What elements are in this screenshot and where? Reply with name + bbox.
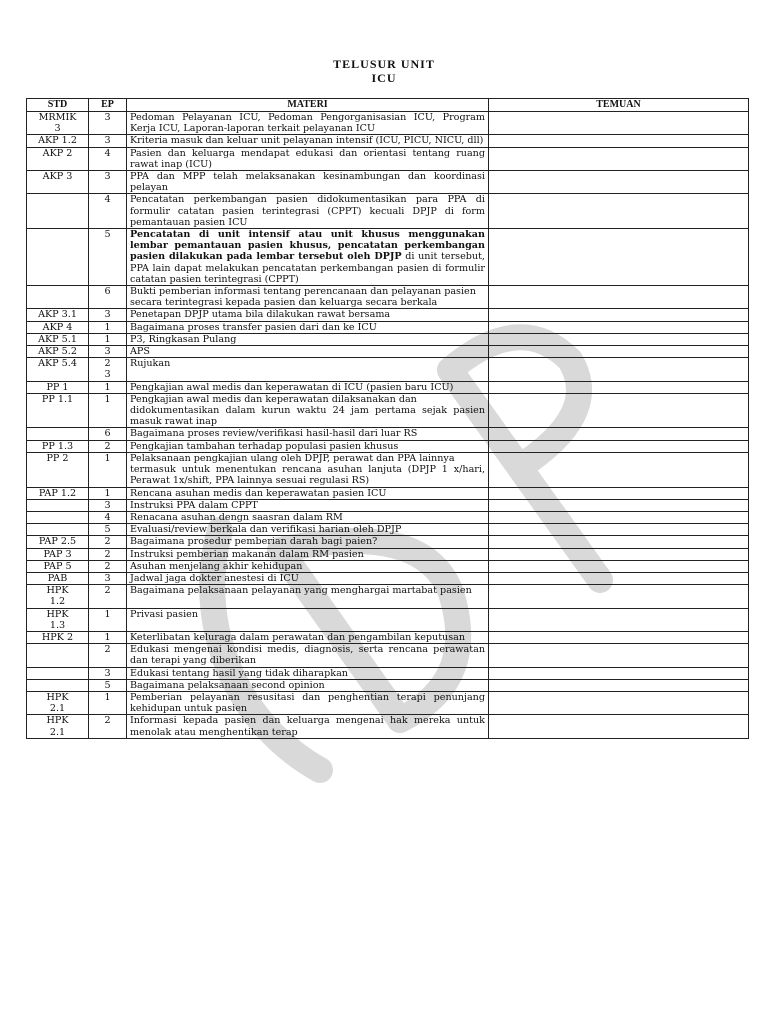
cell-materi: Edukasi mengenai kondisi medis, diagnosis, serta rencana perawatan dan terapi yang diberikan: [127, 644, 489, 667]
cell-materi: Penetapan DPJP utama bila dilakukan rawat bersama: [127, 309, 489, 321]
cell-materi: Privasi pasien: [127, 608, 489, 631]
cell-materi: Pemberian pelayanan resusitasi dan penghentian terapi penunjang kehidupan untuk pasien: [127, 691, 489, 714]
cell-ep: 2: [89, 585, 127, 608]
cell-materi: Keterlibatan keluraga dalam perawatan dan pengambilan keputusan: [127, 631, 489, 643]
table-row: [27, 135, 749, 147]
table-row: [27, 229, 749, 286]
cell-std: PP 1: [27, 381, 89, 393]
cell-materi: PPA dan MPP telah melaksanakan kesinambungan dan koordinasi pelayan: [127, 171, 489, 194]
cell-ep: 3: [89, 346, 127, 358]
cell-materi: Asuhan menjelang akhir kehidupan: [127, 560, 489, 572]
cell-std: [27, 644, 89, 667]
cell-materi: Bagaimana pelaksanaan pelayanan yang menghargai martabat pasien: [127, 585, 489, 608]
cell-ep: 3: [89, 135, 127, 147]
cell-temuan[interactable]: [489, 536, 749, 548]
cell-std: PP 2: [27, 452, 89, 487]
table-row: [27, 667, 749, 679]
cell-std: [27, 194, 89, 229]
cell-std: AKP 1.2: [27, 135, 89, 147]
table-row: [27, 524, 749, 536]
cell-std: PP 1.1: [27, 393, 89, 428]
cell-materi: Jadwal jaga dokter anestesi di ICU: [127, 572, 489, 584]
cell-std: [27, 524, 89, 536]
cell-std: AKP 4: [27, 321, 89, 333]
cell-ep: 1: [89, 381, 127, 393]
table-row: [27, 309, 749, 321]
cell-temuan[interactable]: [489, 487, 749, 499]
table-row: [27, 536, 749, 548]
cell-std: [27, 499, 89, 511]
cell-temuan[interactable]: [489, 440, 749, 452]
cell-ep: 1: [89, 487, 127, 499]
cell-ep: 2: [89, 536, 127, 548]
table-row: [27, 112, 749, 135]
cell-temuan[interactable]: [489, 644, 749, 667]
cell-ep: 5: [89, 229, 127, 286]
table-row: [27, 194, 749, 229]
cell-temuan[interactable]: [489, 171, 749, 194]
cell-ep: 1: [89, 393, 127, 428]
cell-materi: Pasien dan keluarga mendapat edukasi dan orientasi tentang ruang rawat inap (ICU): [127, 147, 489, 170]
cell-temuan[interactable]: [489, 428, 749, 440]
cell-materi: Pencatatan perkembangan pasien didokumentasikan para PPA di formulir catatan pasien terintegrasi (CPPT) kecuali DPJP di form pemantauan pasien ICU: [127, 194, 489, 229]
cell-materi: Pengkajian awal medis dan keperawatan di ICU (pasien baru ICU): [127, 381, 489, 393]
table-row: [27, 428, 749, 440]
cell-ep: 4: [89, 147, 127, 170]
cell-std: AKP 5.2: [27, 346, 89, 358]
cell-temuan[interactable]: [489, 715, 749, 738]
cell-ep: 2: [89, 548, 127, 560]
cell-temuan[interactable]: [489, 333, 749, 345]
cell-temuan[interactable]: [489, 381, 749, 393]
cell-ep: 1: [89, 631, 127, 643]
cell-ep: 1: [89, 608, 127, 631]
cell-materi: Bukti pemberian informasi tentang perencanaan dan pelayanan pasien secara terintegrasi kepada pasien dan keluarga secara berkala: [127, 286, 489, 309]
table-header-row: [27, 99, 749, 112]
table-row: [27, 381, 749, 393]
table-row: [27, 631, 749, 643]
cell-materi: Bagaimana pelaksanaan second opinion: [127, 679, 489, 691]
table-row: [27, 511, 749, 523]
cell-std: HPK 2: [27, 631, 89, 643]
cell-temuan[interactable]: [489, 691, 749, 714]
cell-ep: 1: [89, 321, 127, 333]
table-row: [27, 572, 749, 584]
cell-std: [27, 679, 89, 691]
cell-std: PAP 2.5: [27, 536, 89, 548]
table-row: [27, 358, 749, 381]
cell-temuan[interactable]: [489, 560, 749, 572]
cell-materi: Renacana asuhan dengn saasran dalam RM: [127, 511, 489, 523]
table-row: [27, 487, 749, 499]
cell-materi: Pedoman Pelayanan ICU, Pedoman Pengorganisasian ICU, Program Kerja ICU, Laporan-laporan terkait pelayanan ICU: [127, 112, 489, 135]
cell-temuan[interactable]: [489, 286, 749, 309]
cell-std: PAP 5: [27, 560, 89, 572]
cell-std: PAP 3: [27, 548, 89, 560]
cell-temuan[interactable]: [489, 452, 749, 487]
cell-temuan[interactable]: [489, 147, 749, 170]
cell-ep: 6: [89, 286, 127, 309]
cell-std: AKP 5.1: [27, 333, 89, 345]
cell-std: HPK 2.1: [27, 691, 89, 714]
materi-text: di unit tersebut, PPA lain dapat melakukan pencatatan perkembangan pasien di formulir catatan pasien terintegrasi (CPPT): [130, 251, 485, 285]
table-row: [27, 644, 749, 667]
cell-std: AKP 3.1: [27, 309, 89, 321]
table-row: [27, 440, 749, 452]
table-row: [27, 321, 749, 333]
table-row: [27, 585, 749, 608]
materi-bold-text: Pencatatan di unit intensif atau unit khusus menggunakan lembar pemantauan pasien khusus, pencatatan perkembangan pasien dilakukan pada lembar tersebut oleh DPJP: [130, 229, 485, 263]
cell-materi: Edukasi tentang hasil yang tidak diharapkan: [127, 667, 489, 679]
cell-temuan[interactable]: [489, 321, 749, 333]
table-row: [27, 560, 749, 572]
cell-materi: Pengkajian awal medis dan keperawatan dilaksanakan dan didokumentasikan dalam kurun waktu 24 jam pertama sejak pasien masuk rawat inap: [127, 393, 489, 428]
cell-materi: [127, 229, 489, 286]
table-row: [27, 393, 749, 428]
cell-materi: Bagaimana proses review/verifikasi hasil-hasil dari luar RS: [127, 428, 489, 440]
cell-std: HPK 1.2: [27, 585, 89, 608]
cell-std: [27, 286, 89, 309]
cell-temuan[interactable]: [489, 679, 749, 691]
cell-temuan[interactable]: [489, 585, 749, 608]
cell-ep: 3: [89, 572, 127, 584]
cell-ep: 1: [89, 452, 127, 487]
cell-std: [27, 511, 89, 523]
cell-std: AKP 3: [27, 171, 89, 194]
cell-temuan[interactable]: [489, 346, 749, 358]
table-row: [27, 608, 749, 631]
cell-temuan[interactable]: [489, 309, 749, 321]
table-row: [27, 679, 749, 691]
cell-std: [27, 428, 89, 440]
cell-temuan[interactable]: [489, 358, 749, 381]
cell-temuan[interactable]: [489, 135, 749, 147]
cell-materi: APS: [127, 346, 489, 358]
table-row: [27, 452, 749, 487]
cell-std: HPK 2.1: [27, 715, 89, 738]
cell-ep: 5: [89, 679, 127, 691]
cell-materi: Rujukan: [127, 358, 489, 381]
cell-std: HPK 1.3: [27, 608, 89, 631]
cell-std: PAP 1.2: [27, 487, 89, 499]
column-header-ep: EP: [89, 99, 127, 112]
cell-temuan[interactable]: [489, 112, 749, 135]
cell-ep: 4: [89, 511, 127, 523]
table-row: [27, 499, 749, 511]
table-row: [27, 147, 749, 170]
cell-ep: 3: [89, 667, 127, 679]
cell-ep: 3: [89, 499, 127, 511]
cell-temuan[interactable]: [489, 572, 749, 584]
cell-ep: 6: [89, 428, 127, 440]
table-body: [27, 112, 749, 739]
cell-std: AKP 2: [27, 147, 89, 170]
cell-ep: 2: [89, 644, 127, 667]
table-row: [27, 333, 749, 345]
cell-ep: 3: [89, 309, 127, 321]
column-header-temuan: TEMUAN: [489, 99, 749, 112]
cell-std: AKP 5.4: [27, 358, 89, 381]
cell-ep: 2: [89, 440, 127, 452]
cell-ep: 3: [89, 112, 127, 135]
cell-ep: 1: [89, 333, 127, 345]
cell-temuan[interactable]: [489, 667, 749, 679]
cell-temuan[interactable]: [489, 499, 749, 511]
cell-materi: Kriteria masuk dan keluar unit pelayanan intensif (ICU, PICU, NICU, dll): [127, 135, 489, 147]
cell-std: PAB: [27, 572, 89, 584]
telusur-table: [26, 98, 749, 739]
cell-ep: 1: [89, 691, 127, 714]
cell-temuan[interactable]: [489, 511, 749, 523]
cell-temuan[interactable]: [489, 393, 749, 428]
table-row: [27, 346, 749, 358]
cell-std: [27, 667, 89, 679]
cell-materi: Bagaimana proses transfer pasien dari dan ke ICU: [127, 321, 489, 333]
cell-materi: Evaluasi/review berkala dan verifikasi harian oleh DPJP: [127, 524, 489, 536]
cell-materi: P3, Ringkasan Pulang: [127, 333, 489, 345]
table-row: [27, 171, 749, 194]
table-row: [27, 691, 749, 714]
cell-ep: 2 3: [89, 358, 127, 381]
cell-temuan[interactable]: [489, 524, 749, 536]
cell-ep: 2: [89, 560, 127, 572]
cell-materi: Pengkajian tambahan terhadap populasi pasien khusus: [127, 440, 489, 452]
cell-std: [27, 229, 89, 286]
cell-ep: 2: [89, 715, 127, 738]
column-header-std: STD: [27, 99, 89, 112]
cell-materi: Pelaksanaan pengkajian ulang oleh DPJP, perawat dan PPA lainnya termasuk untuk menentukan rencana asuhan lanjuta (DPJP 1 x/hari, Perawat 1x/shift, PPA lainnya sesuai regulasi RS): [127, 452, 489, 487]
cell-std: MRMIK 3: [27, 112, 89, 135]
cell-ep: 5: [89, 524, 127, 536]
table-row: [27, 715, 749, 738]
table-row: [27, 548, 749, 560]
document-title: TELUSUR UNIT: [333, 57, 435, 71]
cell-ep: 4: [89, 194, 127, 229]
cell-materi: Instruksi pemberian makanan dalam RM pasien: [127, 548, 489, 560]
cell-temuan[interactable]: [489, 631, 749, 643]
cell-materi: Bagaimana prosedur pemberian darah bagi paien?: [127, 536, 489, 548]
cell-temuan[interactable]: [489, 194, 749, 229]
cell-materi: Instruksi PPA dalam CPPT: [127, 499, 489, 511]
cell-temuan[interactable]: [489, 229, 749, 286]
cell-materi: Informasi kepada pasien dan keluarga mengenai hak mereka untuk menolak atau menghentikan terap: [127, 715, 489, 738]
cell-temuan[interactable]: [489, 548, 749, 560]
cell-std: PP 1.3: [27, 440, 89, 452]
cell-materi: Rencana asuhan medis dan keperawatan pasien ICU: [127, 487, 489, 499]
cell-ep: 3: [89, 171, 127, 194]
cell-temuan[interactable]: [489, 608, 749, 631]
document-subtitle: ICU: [371, 71, 397, 85]
column-header-materi: MATERI: [127, 99, 489, 112]
table-row: [27, 286, 749, 309]
